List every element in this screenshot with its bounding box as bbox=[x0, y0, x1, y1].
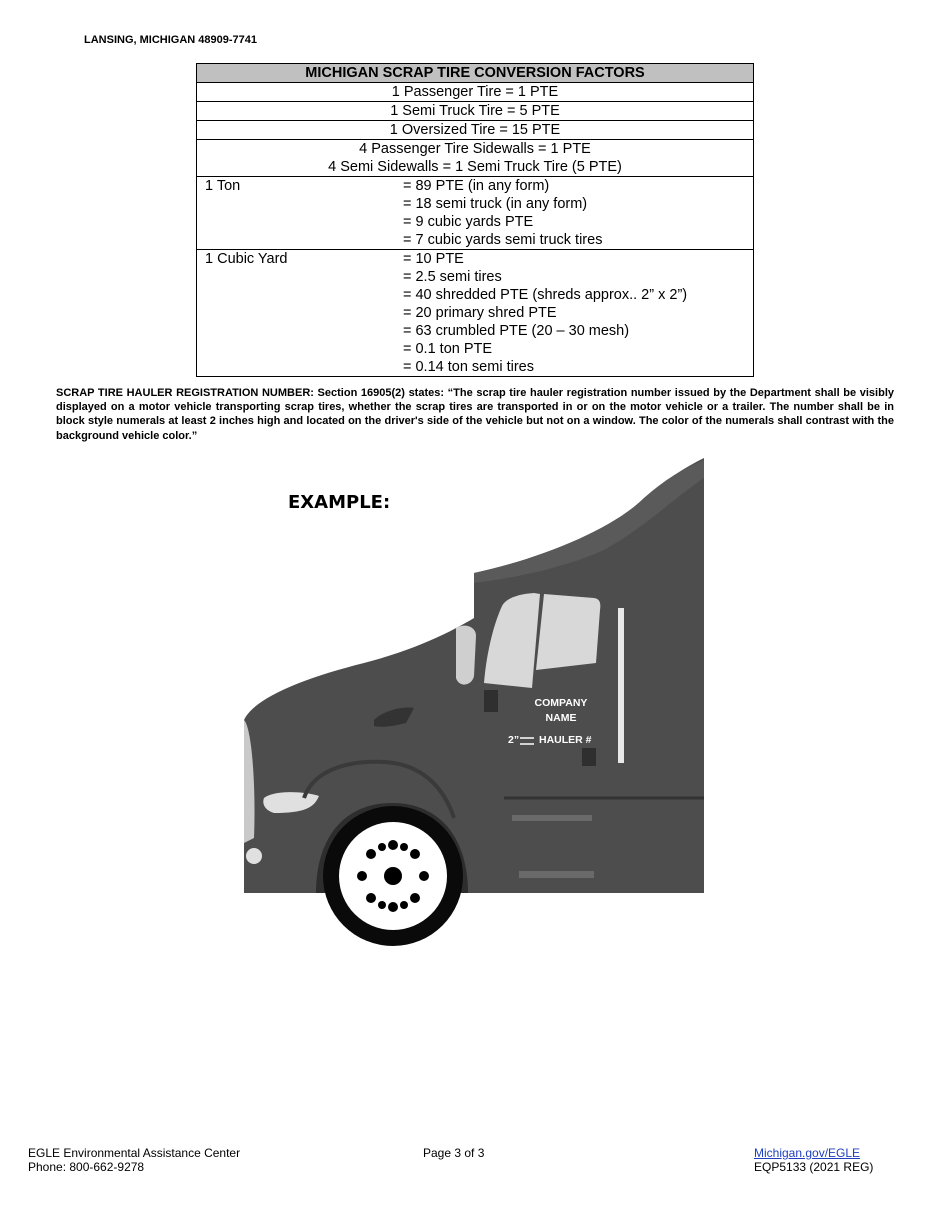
example-label: EXAMPLE: bbox=[288, 492, 391, 513]
cubic-yard-value: = 40 shredded PTE (shreds approx.. 2” x 2”) bbox=[403, 287, 688, 303]
footer-left bbox=[28, 1146, 240, 1174]
ton-values bbox=[403, 177, 754, 250]
sidewall-line: 4 Passenger Tire Sidewalls = 1 PTE bbox=[359, 141, 591, 157]
company-name-label: COMPANY NAME bbox=[534, 697, 588, 724]
cubic-yard-value: = 2.5 semi tires bbox=[403, 269, 502, 285]
table-title: MICHIGAN SCRAP TIRE CONVERSION FACTORS bbox=[197, 64, 754, 83]
michigan-egle-link[interactable]: Michigan.gov/EGLE bbox=[754, 1146, 861, 1160]
footer-right bbox=[754, 1146, 873, 1174]
conversion-factors-table bbox=[196, 63, 754, 377]
table-row: 1 Passenger Tire = 1 PTE bbox=[197, 83, 754, 102]
page-number: Page 3 of 3 bbox=[423, 1146, 485, 1160]
ton-value: = 89 PTE (in any form) bbox=[403, 178, 550, 194]
height-mark: 2” bbox=[508, 734, 520, 746]
table-row: 1 Semi Truck Tire = 5 PTE bbox=[197, 102, 754, 121]
table-row-sidewalls bbox=[197, 140, 754, 177]
cubic-yard-label: 1 Cubic Yard bbox=[197, 250, 404, 377]
cubic-yard-values bbox=[403, 250, 754, 377]
truck-icon bbox=[244, 458, 704, 948]
cubic-yard-value: = 0.14 ton semi tires bbox=[403, 359, 534, 375]
hauler-number-label: HAULER # bbox=[539, 734, 592, 746]
ton-value: = 18 semi truck (in any form) bbox=[403, 196, 588, 212]
cubic-yard-value: = 20 primary shred PTE bbox=[403, 305, 557, 321]
form-id: EQP5133 (2021 REG) bbox=[754, 1160, 874, 1174]
footer-center-name: EGLE Environmental Assistance Center bbox=[28, 1146, 241, 1160]
header-address: LANSING, MICHIGAN 48909-7741 bbox=[84, 34, 257, 46]
truck-example-illustration bbox=[244, 458, 704, 948]
sidewall-line: 4 Semi Sidewalls = 1 Semi Truck Tire (5 PTE) bbox=[328, 159, 622, 175]
table-row: 1 Oversized Tire = 15 PTE bbox=[197, 121, 754, 140]
hauler-registration-notice: SCRAP TIRE HAULER REGISTRATION NUMBER: Section 16905(2) states: “The scrap tire hauler registration number issued by the Department shall be visibly displayed on a motor vehicle transporting scrap tires, whether the scrap tires are transported in or on the motor vehicle or a trailer. The number shall be in block style numerals at least 2 inches high and located on the driver's side of the vehicle but not on a window. The color of the numerals shall contrast with the background vehicle color.” bbox=[56, 387, 894, 442]
ton-value: = 7 cubic yards semi truck tires bbox=[403, 232, 603, 248]
cubic-yard-value: = 63 crumbled PTE (20 – 30 mesh) bbox=[403, 323, 630, 339]
footer-phone: Phone: 800-662-9278 bbox=[28, 1160, 145, 1174]
cubic-yard-value: = 10 PTE bbox=[403, 251, 464, 267]
ton-label: 1 Ton bbox=[197, 177, 404, 250]
ton-value: = 9 cubic yards PTE bbox=[403, 214, 534, 230]
cubic-yard-value: = 0.1 ton PTE bbox=[403, 341, 493, 357]
